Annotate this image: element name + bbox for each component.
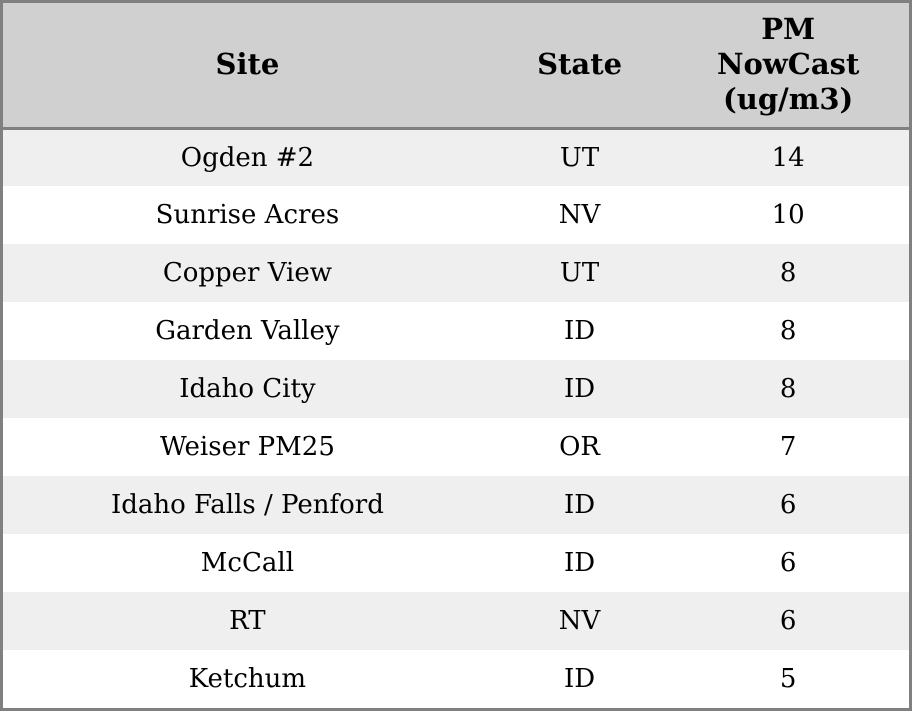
pm-header-line-1: PM bbox=[761, 11, 816, 46]
pm-nowcast-cell: 8 bbox=[779, 316, 797, 346]
table-row bbox=[3, 360, 909, 418]
state-cell: NV bbox=[558, 606, 601, 636]
pm-nowcast-cell: 6 bbox=[779, 606, 797, 636]
pm-nowcast-cell: 6 bbox=[779, 490, 797, 520]
table-header bbox=[3, 3, 909, 128]
pm-nowcast-table bbox=[3, 3, 909, 708]
table-body bbox=[3, 128, 909, 708]
table-row bbox=[3, 534, 909, 592]
pm-nowcast-cell: 8 bbox=[779, 374, 797, 404]
pm-nowcast-cell: 8 bbox=[779, 258, 797, 288]
state-cell: OR bbox=[559, 432, 601, 462]
pm-header-line-2: NowCast bbox=[716, 47, 860, 82]
pm-nowcast-cell: 14 bbox=[771, 142, 805, 173]
site-cell: Weiser PM25 bbox=[159, 432, 335, 462]
state-cell: ID bbox=[564, 490, 596, 520]
state-cell: ID bbox=[564, 316, 596, 346]
state-cell: UT bbox=[559, 142, 600, 173]
header-row bbox=[3, 3, 909, 128]
table-row bbox=[3, 476, 909, 534]
pm-nowcast-cell: 10 bbox=[771, 200, 805, 230]
site-cell: Ogden #2 bbox=[180, 142, 315, 173]
site-cell: RT bbox=[229, 606, 266, 636]
table-row bbox=[3, 302, 909, 360]
state-cell: ID bbox=[564, 664, 596, 694]
table-row bbox=[3, 592, 909, 650]
site-cell: Sunrise Acres bbox=[155, 200, 340, 230]
site-cell: McCall bbox=[200, 548, 295, 578]
state-cell: ID bbox=[564, 548, 596, 578]
site-column-header: Site bbox=[3, 3, 492, 128]
table-row bbox=[3, 128, 909, 186]
pm-nowcast-column-header bbox=[667, 3, 909, 128]
state-column-header: State bbox=[492, 3, 667, 128]
pm-header-line-3: (ug/m3) bbox=[723, 82, 854, 117]
site-cell: Copper View bbox=[162, 258, 333, 288]
site-cell: Idaho City bbox=[179, 374, 316, 404]
site-cell: Garden Valley bbox=[155, 316, 340, 346]
table-row bbox=[3, 244, 909, 302]
site-cell: Ketchum bbox=[188, 664, 307, 694]
state-cell: ID bbox=[564, 374, 596, 404]
table-row bbox=[3, 650, 909, 708]
pm-nowcast-cell: 6 bbox=[779, 548, 797, 578]
state-cell: NV bbox=[558, 200, 601, 230]
table-row bbox=[3, 186, 909, 244]
site-cell: Idaho Falls / Penford bbox=[110, 490, 384, 520]
state-cell: UT bbox=[559, 258, 600, 288]
pm-nowcast-cell: 7 bbox=[779, 432, 797, 462]
pm-nowcast-cell: 5 bbox=[779, 664, 797, 694]
table-row bbox=[3, 418, 909, 476]
